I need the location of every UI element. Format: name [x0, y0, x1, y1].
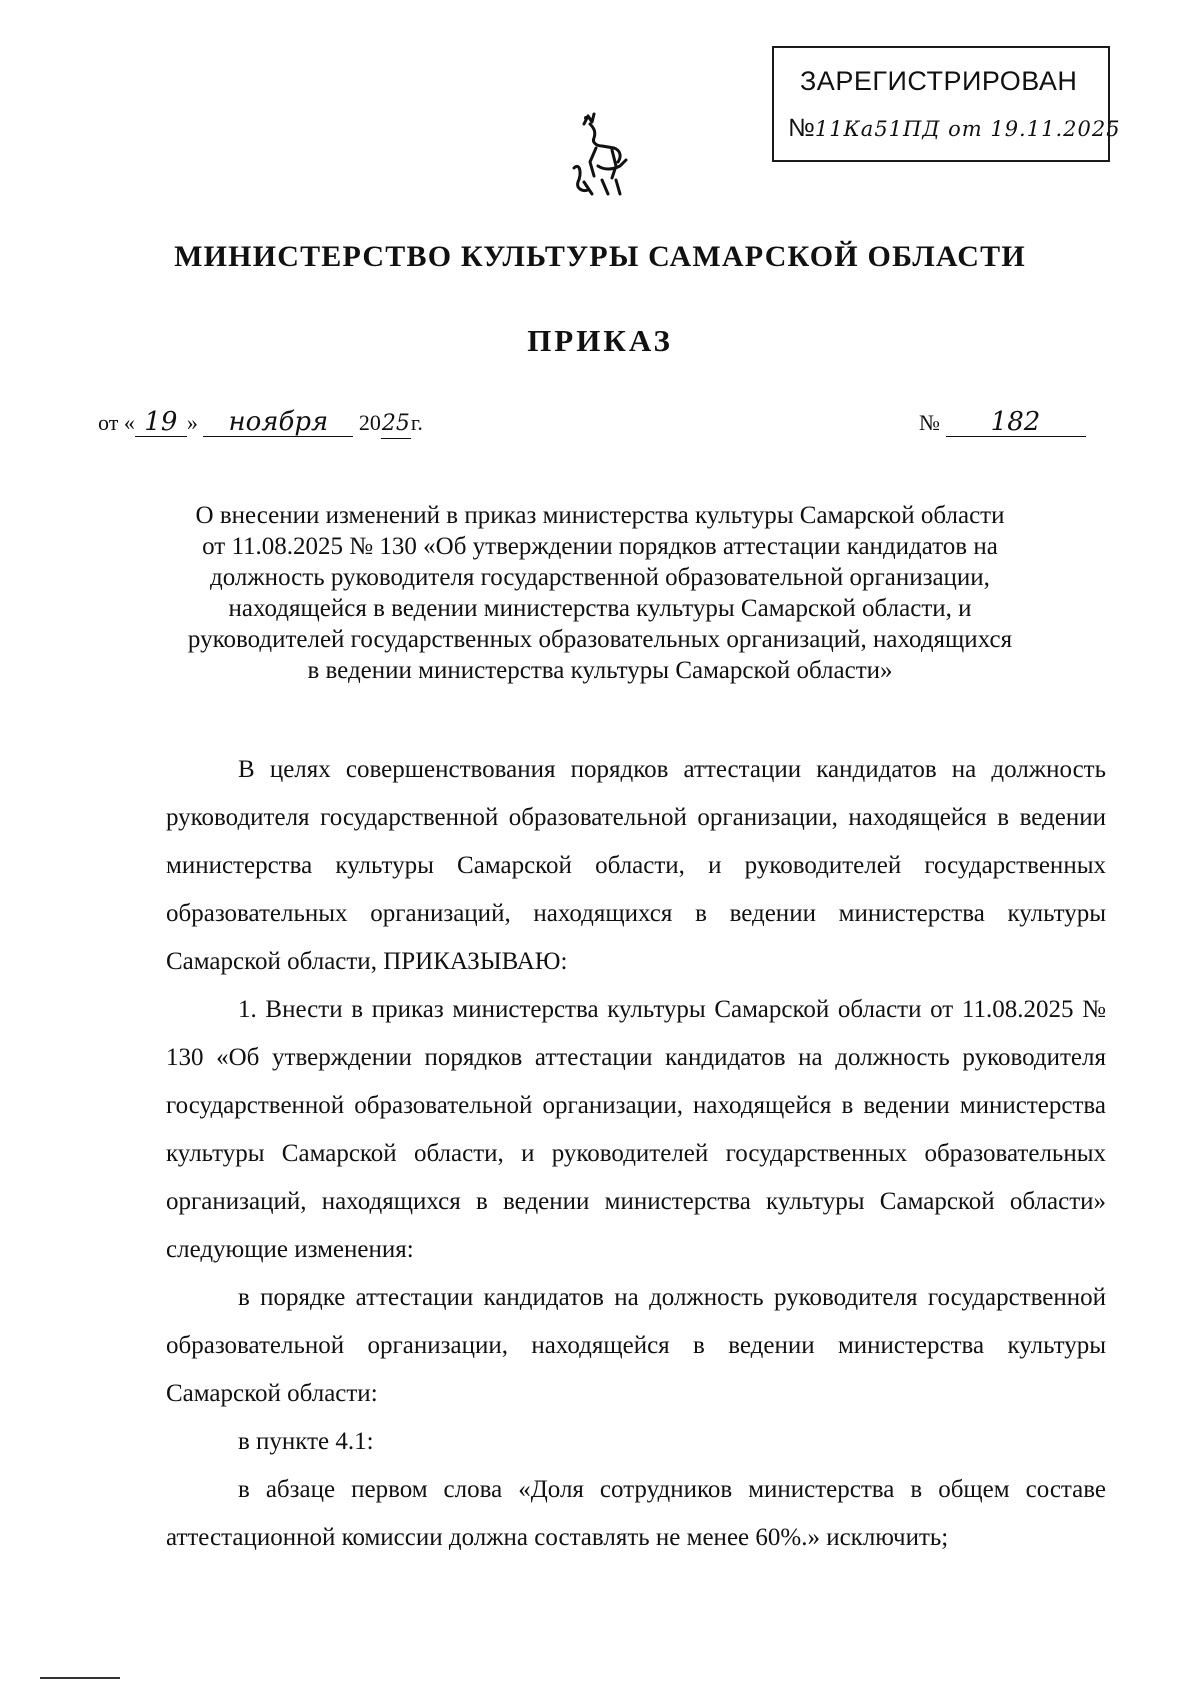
date-day: 19: [135, 408, 187, 437]
date-prefix: от «: [98, 410, 135, 435]
date-year-end: г.: [410, 410, 423, 435]
order-subject: [140, 500, 1060, 686]
subject-line: руководителей государственных образовательных организаций, находящихся: [187, 626, 1013, 653]
body-paragraph-item-1: 1. Внести в приказ министерства культуры Самарской области от 11.08.2025 № 130 «Об утверждении порядков аттестации кандидатов на должность руководителя государственной образовательной организации, находящейся в ведении министерства культуры Самарской области, и руководителей государственных образовательных организаций, находящихся в ведении министерства культуры Самарской области» следующие изменения:: [166, 996, 1106, 1263]
date-line: [98, 408, 423, 439]
subject-line: от 11.08.2025 № 130 «Об утверждении порядков аттестации кандидатов на: [202, 533, 998, 560]
stamp-number-line: [788, 114, 1121, 143]
date-year-suffix: 25: [381, 410, 411, 439]
footer-divider: [40, 1677, 120, 1679]
stamp-number-label: №: [788, 114, 815, 142]
order-number-value: 182: [946, 408, 1086, 437]
body-paragraph-clause: в пункте 4.1:: [238, 1428, 374, 1455]
ministry-name: МИНИСТЕРСТВО КУЛЬТУРЫ САМАРСКОЙ ОБЛАСТИ: [174, 240, 1026, 273]
body-paragraph-procedure: в порядке аттестации кандидатов на должность руководителя государственной образовательной организации, находящейся в ведении министерства культуры Самарской области:: [166, 1284, 1106, 1407]
date-month: ноября: [203, 408, 353, 437]
order-body: [166, 746, 1106, 1562]
subject-line: находящейся в ведении министерства культуры Самарской области, и: [228, 595, 972, 622]
order-number-line: [919, 408, 1086, 437]
body-paragraph-preamble: В целях совершенствования порядков аттестации кандидатов на должность руководителя государственной образовательной организации, находящейся в ведении министерства культуры Самарской области, и руководителей государственных образовательных организаций, находящихся в ведении министерства культуры Самарской области, ПРИКАЗЫВАЮ:: [166, 756, 1106, 975]
order-number-label: №: [919, 410, 940, 435]
subject-line: должность руководителя государственной образовательной организации,: [210, 564, 990, 591]
date-mid: »: [186, 410, 198, 435]
date-year-prefix: 20: [358, 410, 381, 435]
document-type-title: ПРИКАЗ: [527, 323, 673, 358]
samara-deer-emblem-icon: [568, 110, 632, 196]
subject-line: О внесении изменений в приказ министерства культуры Самарской области: [195, 502, 1005, 529]
stamp-title: ЗАРЕГИСТРИРОВАН: [800, 66, 1078, 96]
body-paragraph-amendment: в абзаце первом слова «Доля сотрудников министерства в общем составе аттестационной комиссии должна составлять не менее 60%.» исключить;: [166, 1476, 1106, 1551]
subject-line: в ведении министерства культуры Самарской области»: [307, 657, 893, 684]
registration-stamp: [772, 46, 1121, 162]
stamp-handwritten-number: 11Ка51ПД от 19.11.2025: [814, 117, 1121, 141]
